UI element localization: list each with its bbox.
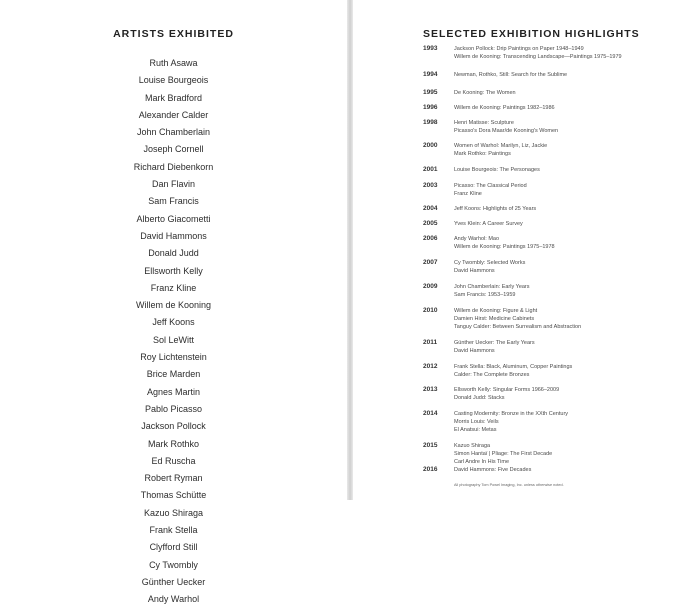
exhibition-title: Morris Louis: Veils: [454, 419, 499, 425]
exhibition-title: Willem de Kooning: Paintings 1975–1978: [454, 244, 555, 250]
exhibition-year: 2014: [423, 410, 438, 417]
artist-list: [0, 55, 347, 609]
artist-item: Clyfford Still: [149, 542, 198, 553]
artist-item: Andy Warhol: [147, 594, 200, 605]
exhibition-title: Frank Stella: Black, Aluminum, Copper Paintings: [454, 364, 573, 370]
exhibition-list: [454, 386, 694, 402]
artist-item: Günther Uecker: [141, 576, 206, 587]
artist-item: Ellsworth Kelly: [144, 265, 203, 276]
exhibition-list: [454, 182, 694, 198]
exhibition-year: 1994: [423, 71, 438, 78]
exhibition-title: Newman, Rothko, Still: Search for the Sublime: [454, 72, 568, 78]
exhibition-title: Willem de Kooning: Transcending Landscape—Paintings 1975–1979: [454, 54, 622, 60]
exhibition-title: Picasso's Dora Maar/de Kooning's Women: [454, 128, 559, 134]
exhibition-year: 1993: [423, 45, 438, 52]
exhibition-title: Ellsworth Kelly: Singular Forms 1966–2009: [454, 387, 560, 393]
exhibition-title: Franz Kline: [454, 191, 482, 197]
artist-item: Richard Diebenkorn: [133, 161, 214, 172]
exhibition-title: Picasso: The Classical Period: [454, 183, 527, 189]
photo-credit: All photography Tom Powel Imaging, Inc. unless otherwise noted.: [454, 483, 564, 487]
exhibition-title: Mark Rothko: Paintings: [454, 151, 511, 157]
exhibition-title: Günther Uecker: The Early Years: [454, 340, 535, 346]
artist-item: Dan Flavin: [151, 179, 196, 190]
exhibition-list: [454, 142, 694, 158]
exhibition-title: Louise Bourgeois: The Personages: [454, 167, 540, 173]
artist-item: Sol LeWitt: [152, 334, 194, 345]
exhibition-list: [454, 166, 694, 174]
exhibition-title: David Hammons: Five Decades: [454, 467, 532, 473]
exhibition-title: De Kooning: The Women: [454, 90, 516, 96]
exhibition-list: [454, 466, 694, 474]
exhibition-list: [454, 89, 694, 97]
exhibition-list: [454, 235, 694, 251]
artist-item: Kazuo Shiraga: [143, 507, 204, 518]
artist-item: Cy Twombly: [149, 559, 198, 570]
exhibition-title: Jeff Koons: Highlights of 25 Years: [454, 206, 537, 212]
exhibition-title: Sam Francis: 1953–1959: [454, 292, 516, 298]
exhibition-title: Jackson Pollock: Drip Paintings on Paper 1948–1949: [454, 46, 584, 52]
exhibition-year: 1995: [423, 89, 438, 96]
exhibition-title: Yves Klein: A Career Survey: [454, 221, 523, 227]
exhibition-year: 2010: [423, 307, 438, 314]
artist-item: Willem de Kooning: [135, 300, 212, 311]
exhibition-title: Willem de Kooning: Figure & Light: [454, 308, 538, 314]
artist-item: Brice Marden: [146, 369, 201, 380]
exhibition-list: [454, 45, 694, 61]
exhibition-title: David Hammons: [454, 348, 495, 354]
artist-item: Donald Judd: [148, 248, 199, 259]
artist-item: Ruth Asawa: [149, 58, 198, 68]
exhibition-list: [454, 410, 694, 434]
exhibition-title: Carl Andre In His Time: [454, 459, 510, 465]
artist-item: Frank Stella: [149, 525, 198, 536]
artist-item: Agnes Martin: [146, 386, 201, 397]
exhibition-year: 2006: [423, 235, 438, 242]
exhibition-list: [454, 307, 694, 331]
exhibition-year: 2005: [423, 220, 438, 227]
artist-item: David Hammons: [140, 230, 207, 241]
artist-item: Jackson Pollock: [141, 421, 206, 432]
artists-heading: ARTISTS EXHIBITED: [113, 28, 234, 40]
exhibition-title: John Chamberlain: Early Years: [454, 284, 530, 290]
artist-item: Alexander Calder: [138, 109, 209, 120]
exhibition-year: 2015: [423, 442, 438, 449]
exhibition-list: [454, 339, 694, 355]
exhibition-year: 2011: [423, 339, 438, 346]
exhibition-list: [454, 283, 694, 299]
artist-item: Mark Bradford: [144, 92, 203, 103]
exhibition-year: 2012: [423, 363, 438, 370]
artist-item: Louise Bourgeois: [138, 75, 209, 86]
exhibition-title: Kazuo Shiraga: [454, 443, 491, 449]
artist-item: John Chamberlain: [136, 127, 211, 138]
exhibition-title: Women of Warhol: Marilyn, Liz, Jackie: [454, 143, 548, 149]
exhibition-list: [454, 205, 694, 213]
exhibition-list: [454, 442, 694, 466]
exhibition-title: Cy Twombly: Selected Works: [454, 260, 526, 266]
exhibition-title: Tanguy Calder: Between Surrealism and Abstraction: [454, 324, 582, 330]
exhibition-year: 2004: [423, 205, 438, 212]
exhibition-year: 1996: [423, 104, 438, 111]
exhibition-title: Donald Judd: Stacks: [454, 395, 505, 401]
exhibition-year: 2000: [423, 142, 438, 149]
exhibition-list: [454, 220, 694, 228]
left-page: [0, 0, 347, 605]
exhibition-title: Andy Warhol: Mao: [454, 236, 500, 242]
exhibition-title: Henri Matisse: Sculpture: [454, 120, 514, 126]
exhibition-year: 2009: [423, 283, 438, 290]
artist-item: Sam Francis: [148, 196, 199, 207]
exhibition-year: 2013: [423, 386, 438, 393]
right-page: [353, 0, 700, 500]
artist-item: Jeff Koons: [152, 317, 195, 328]
exhibition-year: 2003: [423, 182, 438, 189]
artist-item: Ed Ruscha: [151, 455, 196, 466]
exhibition-title: David Hammons: [454, 268, 495, 274]
artist-item: Pablo Picasso: [144, 403, 203, 414]
exhibition-list: [454, 119, 694, 135]
exhibition-year: 2001: [423, 166, 438, 173]
exhibition-list: [454, 259, 694, 275]
artist-item: Roy Lichtenstein: [140, 352, 207, 363]
exhibition-year: 2016: [423, 466, 438, 473]
artist-item: Mark Rothko: [147, 438, 200, 449]
artist-item: Franz Kline: [150, 282, 197, 293]
exhibition-title: Simon Hantaï | Pliage: The First Decade: [454, 451, 553, 457]
exhibition-year: 1998: [423, 119, 438, 126]
exhibition-title: El Anatsui: Metas: [454, 427, 497, 433]
exhibition-title: Calder: The Complete Bronzes: [454, 372, 530, 378]
exhibition-title: Casting Modernity: Bronze in the XXth Century: [454, 411, 569, 417]
artist-item: Joseph Cornell: [143, 144, 204, 155]
exhibition-list: [454, 71, 694, 79]
exhibitions-heading: SELECTED EXHIBITION HIGHLIGHTS: [423, 28, 640, 40]
artist-item: Alberto Giacometti: [136, 213, 211, 224]
artist-item: Robert Ryman: [144, 473, 203, 484]
exhibition-title: Damien Hirst: Medicine Cabinets: [454, 316, 535, 322]
exhibition-title: Willem de Kooning: Paintings 1982–1986: [454, 105, 555, 111]
exhibition-list: [454, 104, 694, 112]
exhibition-list: [454, 363, 694, 379]
artist-item: Thomas Schütte: [140, 490, 207, 501]
exhibition-year: 2007: [423, 259, 438, 266]
